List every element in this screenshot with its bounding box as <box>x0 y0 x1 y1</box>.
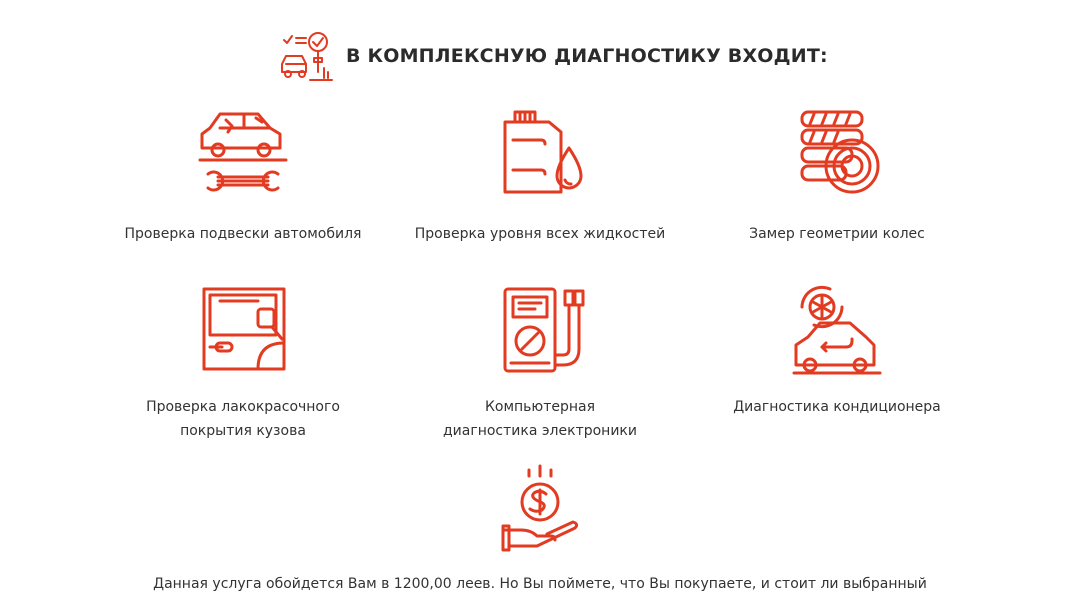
car-air-conditioner-icon <box>792 285 882 375</box>
service-label: Проверка уровня всех жидкостей <box>414 226 666 242</box>
car-suspension-wrench-icon <box>198 108 288 198</box>
service-label: Компьютерная диагностика электроники <box>443 399 637 439</box>
page-title: В КОМПЛЕКСНУЮ ДИАГНОСТИКУ ВХОДИТ: <box>346 45 828 67</box>
multimeter-icon <box>495 285 585 375</box>
fluid-canister-icon <box>495 108 585 198</box>
service-item-paint <box>93 285 393 443</box>
service-item-wheel-geometry <box>687 108 987 246</box>
car-door-paint-icon <box>198 285 288 375</box>
price-description: Данная услуга обойдется Вам в 1200,00 леев. Но Вы поймете, что Вы покупаете, и стоит ли выбранный <box>153 576 927 592</box>
service-label: Проверка подвески автомобиля <box>124 226 362 242</box>
service-item-fluids <box>390 108 690 246</box>
service-label: Диагностика кондиционера <box>733 399 941 415</box>
service-label: Проверка лакокрасочного покрытия кузова <box>146 399 340 439</box>
tires-stack-icon <box>792 108 882 198</box>
service-label: Замер геометрии колес <box>749 226 925 242</box>
section-header <box>278 28 828 84</box>
service-item-air-conditioner <box>687 285 987 419</box>
service-item-electronics <box>390 285 690 443</box>
service-item-suspension <box>93 108 393 246</box>
money-hand-icon <box>495 464 585 558</box>
diagnostics-checklist-icon <box>278 28 334 84</box>
